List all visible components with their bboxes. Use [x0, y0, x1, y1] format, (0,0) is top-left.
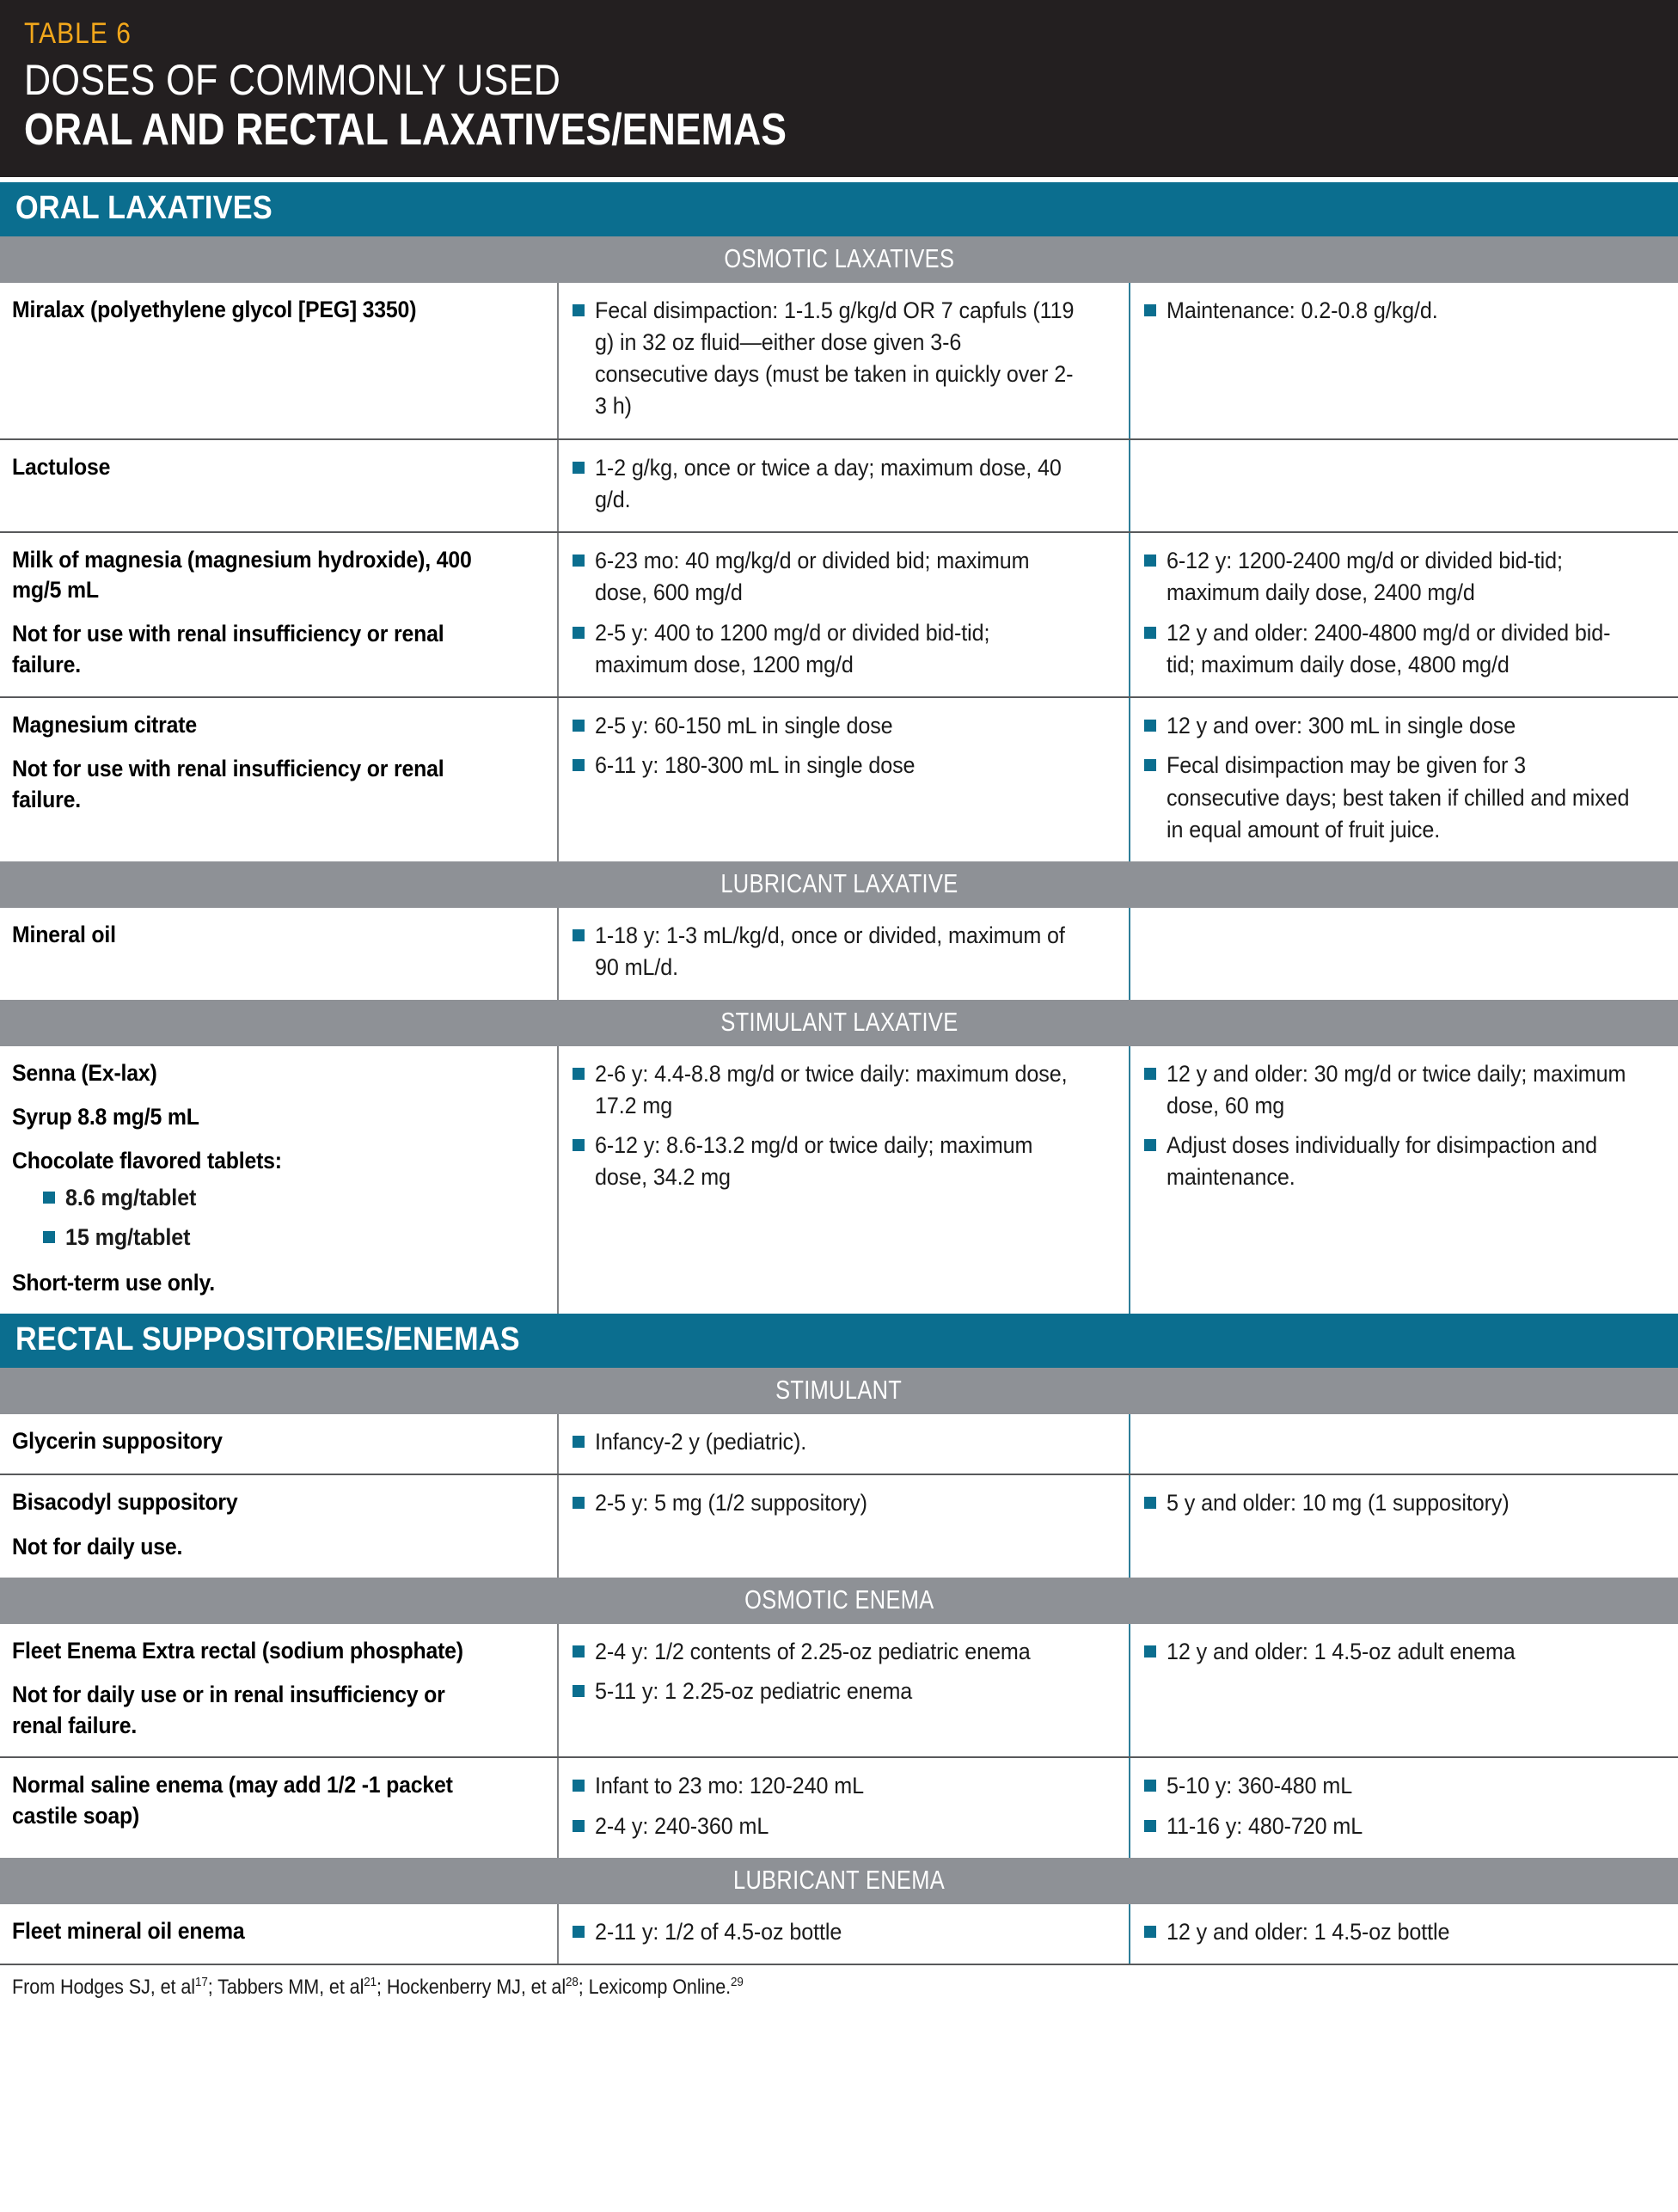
- section-banner-label: ORAL LAXATIVES: [15, 189, 273, 226]
- citation-superscript: 29: [731, 1976, 744, 1990]
- citation-part: From Hodges SJ, et al: [12, 1976, 196, 2000]
- subsection-band-label: OSMOTIC ENEMA: [744, 1584, 934, 1615]
- dose-column-2: [1130, 1758, 1678, 1858]
- table-row: [0, 696, 1678, 861]
- dose-column-2: [1130, 698, 1678, 861]
- dose-bullet-text: 5 y and older: 10 mg (1 suppository): [1167, 1490, 1510, 1517]
- table-row: [0, 283, 1678, 438]
- dose-bullet-text: 15 mg/tablet: [65, 1224, 191, 1251]
- subsection-band: [0, 1578, 1678, 1624]
- dose-bullet-list: [573, 1636, 1115, 1708]
- drug-name: Milk of magnesia (magnesium hydroxide), 400 mg/5 mL: [12, 547, 472, 604]
- dose-bullet-list: [1144, 1916, 1664, 1948]
- drug-name-cell: [0, 908, 559, 1000]
- dose-bullet-text: 12 y and older: 30 mg/d or twice daily; maximum dose, 60 mg: [1167, 1060, 1626, 1118]
- drug-name-cell: [0, 1414, 559, 1474]
- dose-bullet-item: [573, 617, 1115, 682]
- drug-name-cell: [0, 1904, 559, 1964]
- drug-note: Not for daily use or in renal insufficiency or renal failure.: [12, 1682, 445, 1738]
- dose-bullet-text: 6-12 y: 8.6-13.2 mg/d or twice daily; maximum dose, 34.2 mg: [595, 1132, 1033, 1191]
- dose-bullet-text: 12 y and over: 300 mL in single dose: [1167, 713, 1516, 739]
- dose-bullet-text: Fecal disimpaction: 1-1.5 g/kg/d OR 7 capfuls (119 g) in 32 oz fluid—either dose given 3-6 consecutive days (must be taken in quickly over 2-3 h): [595, 297, 1075, 420]
- table-body: [0, 182, 1678, 1964]
- dose-bullet-text: 11-16 y: 480-720 mL: [1167, 1812, 1363, 1839]
- table-row: [0, 1474, 1678, 1578]
- dose-bullet-item: [1144, 1487, 1664, 1519]
- dose-column-1: [559, 908, 1130, 1000]
- drug-name: Normal saline enema (may add 1/2 -1 packet castile soap): [12, 1772, 453, 1829]
- dose-bullet-list: [573, 452, 1115, 517]
- dose-bullet-item: [573, 1426, 1115, 1458]
- dose-bullet-text: Fecal disimpaction may be given for 3 consecutive days; best taken if chilled and mixed in equal amount of fruit juice.: [1167, 752, 1630, 843]
- dose-bullet-item: [573, 750, 1115, 781]
- dose-bullet-text: 6-12 y: 1200-2400 mg/d or divided bid-tid; maximum daily dose, 2400 mg/d: [1167, 548, 1563, 606]
- citation-superscript: 28: [566, 1976, 579, 1990]
- table-row: [0, 908, 1678, 1000]
- drug-name-cell: [0, 283, 559, 438]
- drug-note: Not for use with renal insufficiency or renal failure.: [12, 756, 444, 812]
- drug-name: Senna (Ex-lax): [12, 1059, 157, 1086]
- dose-bullet-item: [1144, 1636, 1664, 1668]
- dose-bullet-text: 1-18 y: 1-3 mL/kg/d, once or divided, maximum of 90 mL/d.: [595, 922, 1065, 981]
- dose-bullet-text: 2-5 y: 400 to 1200 mg/d or divided bid-tid; maximum dose, 1200 mg/d: [595, 619, 990, 677]
- subsection-band-label: LUBRICANT LAXATIVE: [720, 868, 958, 899]
- citation-part: ; Hockenberry MJ, et al: [377, 1976, 566, 2000]
- drug-note-secondary: Chocolate flavored tablets:: [12, 1148, 282, 1174]
- dose-bullet-item: [1144, 1130, 1664, 1194]
- dose-bullet-item: [573, 1487, 1115, 1519]
- dose-column-1: [559, 283, 1130, 438]
- subsection-band: [0, 1858, 1678, 1904]
- dose-bullet-item: [573, 1811, 1115, 1842]
- table-row: [0, 531, 1678, 696]
- drug-name: Bisacodyl suppository: [12, 1489, 238, 1516]
- dose-bullet-list: [43, 1182, 543, 1254]
- drug-note: Not for daily use.: [12, 1533, 183, 1559]
- subsection-band-label: LUBRICANT ENEMA: [733, 1864, 945, 1895]
- table-row: [0, 1046, 1678, 1314]
- table-row: [0, 1756, 1678, 1858]
- subsection-band: [0, 1000, 1678, 1046]
- dose-bullet-list: [573, 1770, 1115, 1842]
- table-number-label: TABLE 6: [24, 17, 132, 50]
- dose-bullet-list: [1144, 1770, 1664, 1842]
- dose-column-2: [1130, 1904, 1678, 1964]
- section-banner-label: RECTAL SUPPOSITORIES/ENEMAS: [15, 1321, 520, 1358]
- dose-bullet-list: [573, 1487, 1115, 1519]
- drug-name-cell: [0, 533, 559, 696]
- dose-bullet-item: [1144, 617, 1664, 682]
- dose-bullet-item: [573, 1676, 1115, 1707]
- dose-bullet-text: 8.6 mg/tablet: [65, 1185, 197, 1211]
- dose-column-2: [1130, 908, 1678, 1000]
- citation-superscript: 17: [195, 1976, 208, 1990]
- citation-superscript: 21: [364, 1976, 377, 1990]
- section-banner: [0, 182, 1678, 236]
- drug-name-cell: [0, 1475, 559, 1578]
- drug-name: Mineral oil: [12, 922, 116, 948]
- dose-bullet-text: 5-10 y: 360-480 mL: [1167, 1773, 1353, 1799]
- dose-bullet-item: [573, 1916, 1115, 1948]
- table-row: [0, 1624, 1678, 1756]
- dose-bullet-item: [1144, 295, 1664, 327]
- drug-name-cell: [0, 1758, 559, 1858]
- dose-bullet-item: [1144, 1811, 1664, 1842]
- dose-column-2: [1130, 1624, 1678, 1756]
- dose-bullet-item: [573, 452, 1115, 517]
- dose-bullet-item: [573, 920, 1115, 984]
- dose-bullet-text: 6-11 y: 180-300 mL in single dose: [595, 752, 916, 779]
- dose-bullet-list: [573, 545, 1115, 681]
- dose-bullet-list: [573, 1426, 1115, 1458]
- dose-bullet-text: 1-2 g/kg, once or twice a day; maximum dose, 40 g/d.: [595, 454, 1062, 512]
- drug-name: Glycerin suppository: [12, 1428, 223, 1455]
- dose-bullet-text: 12 y and older: 1 4.5-oz adult enema: [1167, 1639, 1516, 1665]
- drug-note-tertiary: Short-term use only.: [12, 1269, 216, 1296]
- drug-note: Not for use with renal insufficiency or renal failure.: [12, 621, 444, 677]
- dose-column-1: [559, 1475, 1130, 1578]
- drug-name-cell: [0, 440, 559, 532]
- dose-bullet-text: Infant to 23 mo: 120-240 mL: [595, 1773, 864, 1799]
- page-title-line-1: DOSES OF COMMONLY USED: [24, 55, 561, 104]
- dose-column-2: [1130, 283, 1678, 438]
- dose-bullet-text: 12 y and older: 2400-4800 mg/d or divided bid-tid; maximum daily dose, 4800 mg/d: [1167, 619, 1611, 677]
- dose-bullet-item: [1144, 1770, 1664, 1802]
- dose-bullet-item: [573, 1636, 1115, 1668]
- dose-bullet-item: [573, 1770, 1115, 1802]
- drug-note: Syrup 8.8 mg/5 mL: [12, 1103, 199, 1130]
- dose-bullet-list: [1144, 1636, 1664, 1668]
- dose-column-1: [559, 533, 1130, 696]
- dose-bullet-text: 2-4 y: 240-360 mL: [595, 1812, 769, 1839]
- subsection-band-label: STIMULANT LAXATIVE: [720, 1006, 958, 1037]
- dose-column-1: [559, 698, 1130, 861]
- dose-column-1: [559, 440, 1130, 532]
- page-title-line-2: ORAL AND RECTAL LAXATIVES/ENEMAS: [24, 104, 787, 155]
- dose-bullet-text: 6-23 mo: 40 mg/kg/d or divided bid; maximum dose, 600 mg/d: [595, 548, 1030, 606]
- dose-column-2: [1130, 1046, 1678, 1314]
- drug-name: Lactulose: [12, 453, 111, 480]
- table-title-block: [0, 0, 1678, 177]
- dose-bullet-item: [573, 1058, 1115, 1123]
- dose-column-2: [1130, 440, 1678, 532]
- drug-name-cell: [0, 698, 559, 861]
- dose-column-1: [559, 1624, 1130, 1756]
- dose-bullet-text: Adjust doses individually for disimpaction and maintenance.: [1167, 1132, 1597, 1191]
- dose-bullet-list: [573, 295, 1115, 423]
- dose-bullet-list: [1144, 545, 1664, 681]
- table-row: [0, 438, 1678, 532]
- dose-bullet-list: [573, 1916, 1115, 1948]
- dose-bullet-list: [573, 710, 1115, 782]
- dose-bullet-text: 2-5 y: 5 mg (1/2 suppository): [595, 1490, 867, 1517]
- dose-bullet-list: [1144, 1487, 1664, 1519]
- dose-bullet-item: [573, 1130, 1115, 1194]
- dose-bullet-item: [573, 295, 1115, 423]
- citation-part: ; Tabbers MM, et al: [207, 1976, 364, 2000]
- dose-bullet-item: [43, 1222, 543, 1253]
- dose-bullet-text: 2-11 y: 1/2 of 4.5-oz bottle: [595, 1918, 842, 1945]
- table-row: [0, 1414, 1678, 1474]
- subsection-band: [0, 236, 1678, 283]
- dose-bullet-list: [573, 920, 1115, 984]
- dose-bullet-list: [573, 1058, 1115, 1194]
- dose-column-2: [1130, 533, 1678, 696]
- subsection-band-label: OSMOTIC LAXATIVES: [724, 242, 954, 273]
- subsection-band-label: STIMULANT: [775, 1375, 903, 1406]
- dose-bullet-item: [1144, 1058, 1664, 1123]
- dose-bullet-text: 2-6 y: 4.4-8.8 mg/d or twice daily: maximum dose, 17.2 mg: [595, 1060, 1068, 1118]
- dose-bullet-text: 12 y and older: 1 4.5-oz bottle: [1167, 1918, 1450, 1945]
- dose-column-2: [1130, 1414, 1678, 1474]
- dose-bullet-list: [1144, 1058, 1664, 1194]
- dose-bullet-item: [1144, 750, 1664, 846]
- drug-name: Magnesium citrate: [12, 712, 197, 738]
- drug-name-cell: [0, 1046, 559, 1314]
- dose-column-1: [559, 1758, 1130, 1858]
- dose-bullet-text: Infancy-2 y (pediatric).: [595, 1429, 807, 1455]
- dose-bullet-text: 2-4 y: 1/2 contents of 2.25-oz pediatric enema: [595, 1639, 1031, 1665]
- drug-name: Fleet Enema Extra rectal (sodium phosphate): [12, 1638, 463, 1664]
- dose-bullet-text: 2-5 y: 60-150 mL in single dose: [595, 713, 893, 739]
- subsection-band: [0, 1368, 1678, 1414]
- dose-bullet-item: [1144, 545, 1664, 610]
- dose-bullet-item: [1144, 1916, 1664, 1948]
- dose-bullet-item: [573, 545, 1115, 610]
- dose-bullet-text: 5-11 y: 1 2.25-oz pediatric enema: [595, 1678, 913, 1705]
- dose-bullet-list: [1144, 710, 1664, 846]
- subsection-band: [0, 861, 1678, 908]
- dose-bullet-item: [1144, 710, 1664, 742]
- table-row: [0, 1904, 1678, 1964]
- dose-column-1: [559, 1904, 1130, 1964]
- dose-bullet-list: [1144, 295, 1664, 327]
- citation-part: ; Lexicomp Online.: [578, 1976, 732, 2000]
- dose-column-2: [1130, 1475, 1678, 1578]
- dose-bullet-item: [43, 1182, 543, 1214]
- dose-bullet-text: Maintenance: 0.2-0.8 g/kg/d.: [1167, 297, 1438, 323]
- source-citation: [0, 1964, 1678, 2008]
- drug-name: Fleet mineral oil enema: [12, 1917, 245, 1944]
- dose-column-1: [559, 1414, 1130, 1474]
- section-banner: [0, 1314, 1678, 1368]
- drug-name: Miralax (polyethylene glycol [PEG] 3350): [12, 296, 417, 322]
- dose-bullet-item: [573, 710, 1115, 742]
- dose-column-1: [559, 1046, 1130, 1314]
- drug-name-cell: [0, 1624, 559, 1756]
